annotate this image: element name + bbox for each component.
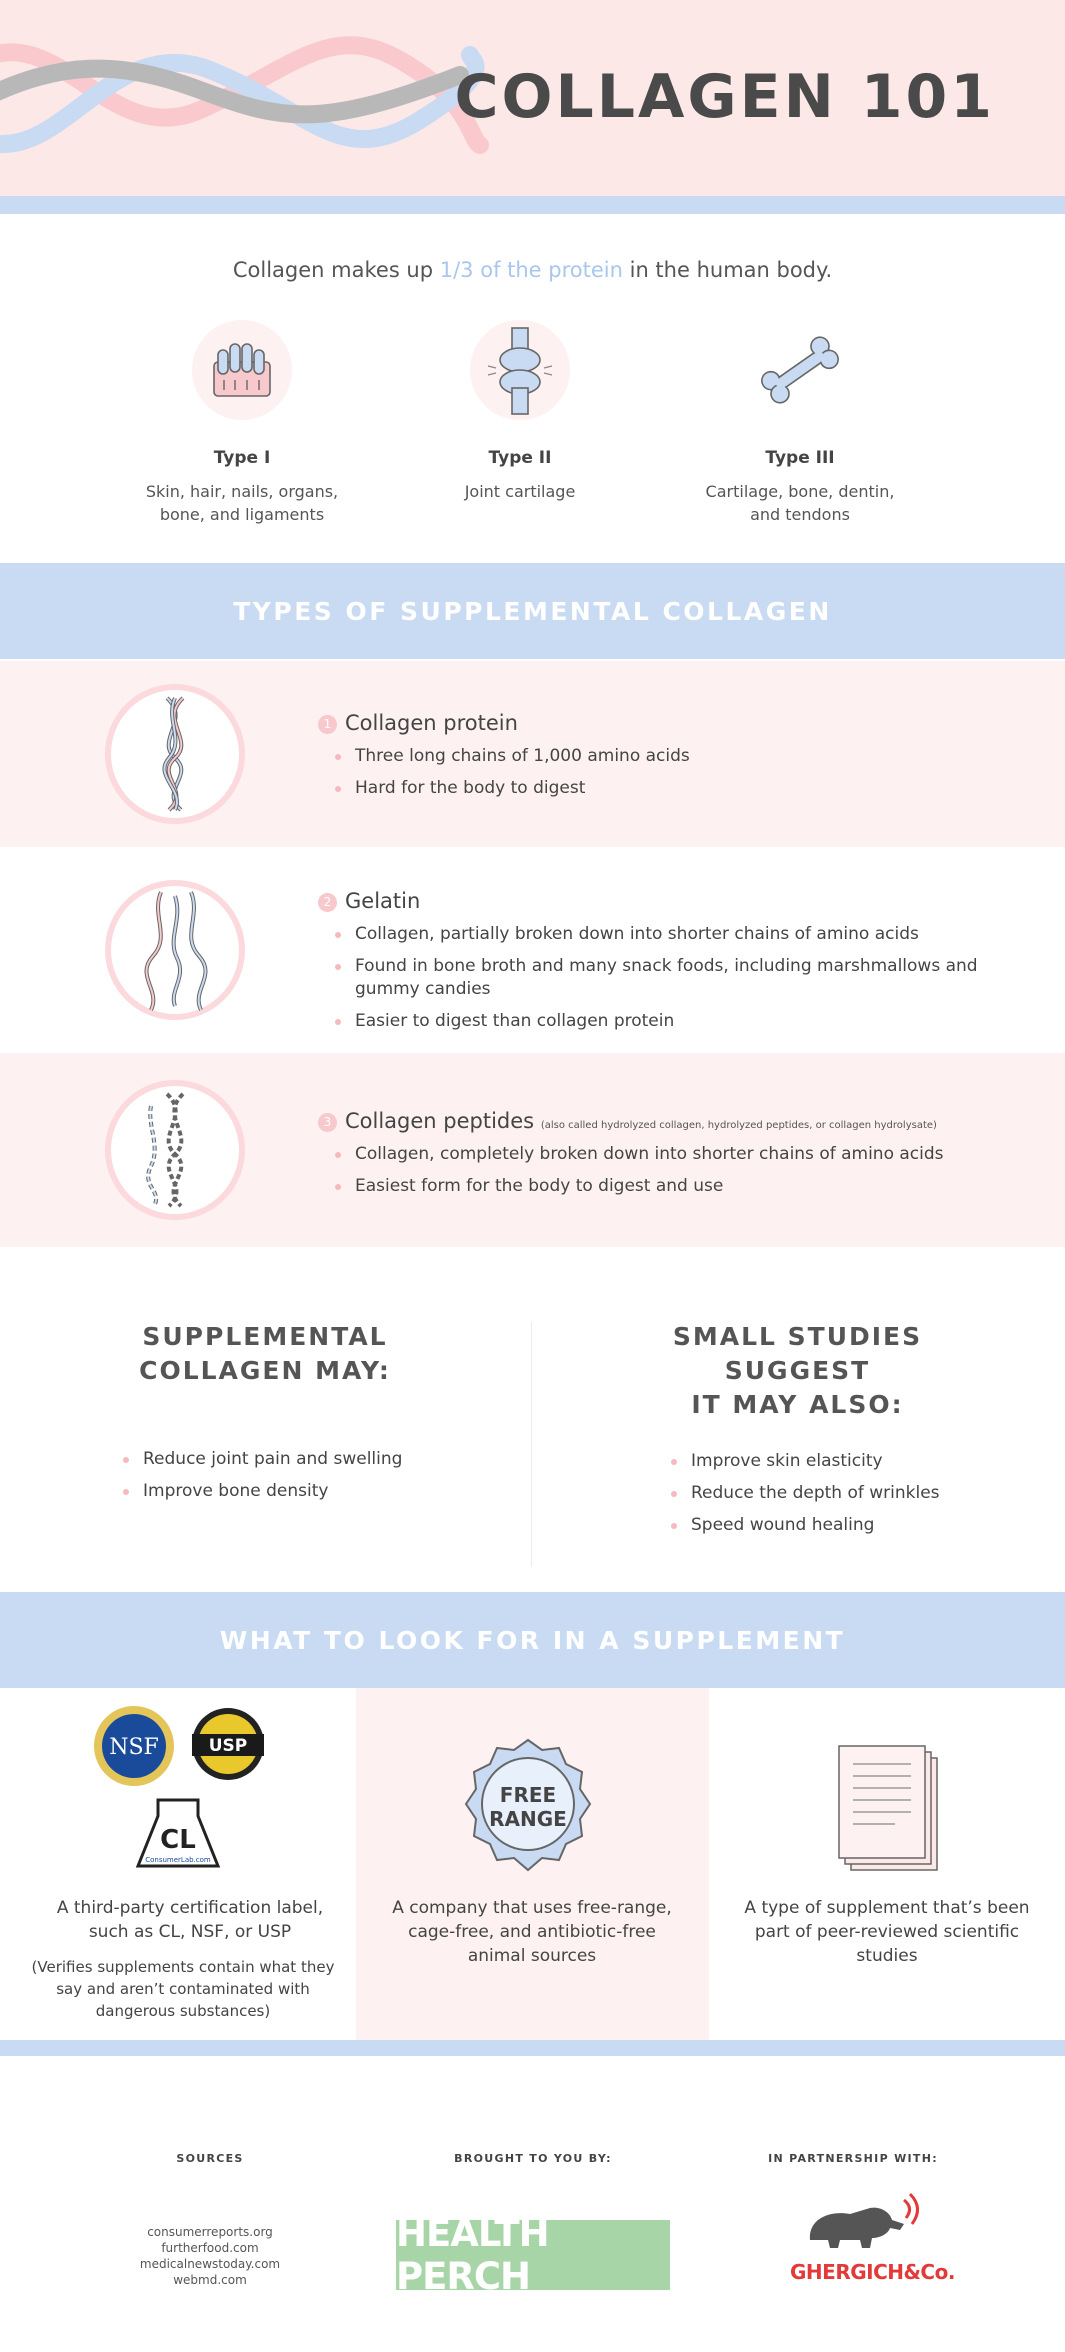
peer-reviewed-column	[709, 1688, 1065, 2040]
bullet-item: Found in bone broth and many snack foods, including marshmallows and gummy candies	[355, 955, 995, 1001]
bullet-item: Hard for the body to digest	[355, 777, 995, 800]
may-item: Reduce the depth of wrinkles	[691, 1483, 940, 1503]
type-ii-column	[400, 320, 640, 503]
triple-helix-icon	[105, 684, 245, 824]
joint-icon	[470, 320, 570, 420]
type-i-column	[122, 320, 362, 526]
bone-icon	[750, 320, 850, 420]
type-iii-column	[680, 320, 920, 526]
svg-text:NSF: NSF	[109, 1735, 159, 1760]
collagen-protein-row	[0, 661, 1065, 847]
svg-text:RANGE: RANGE	[489, 1807, 567, 1831]
section-band-supplemental	[0, 563, 1065, 659]
column-divider	[531, 1322, 532, 1567]
type-name: Type III	[765, 448, 835, 468]
bullet-item: Easier to digest than collagen protein	[355, 1010, 995, 1033]
broken-chains-icon	[105, 1080, 245, 1220]
svg-text:CL: CL	[160, 1825, 196, 1855]
partner-label: IN PARTNERSHIP WITH:	[768, 2152, 938, 2165]
document-stack-icon	[835, 1744, 945, 1884]
free-range-badge	[458, 1736, 598, 1876]
bullet-item: Collagen, completely broken down into shorter chains of amino acids	[355, 1143, 995, 1166]
section-title: TYPES OF SUPPLEMENTAL COLLAGEN	[233, 596, 832, 626]
heading-line: COLLAGEN MAY:	[139, 1356, 391, 1385]
sources-label: SOURCES	[176, 2152, 244, 2165]
partner-brand-name: GHERGICH&Co.	[790, 2260, 955, 2284]
step-number: 1	[318, 715, 337, 734]
health-perch-logo	[396, 2212, 670, 2298]
supplement-note: (also called hydrolyzed collagen, hydrolyzed peptides, or collagen hydrolysate)	[540, 1120, 937, 1131]
supplement-name: Gelatin	[345, 889, 421, 913]
certification-logos	[88, 1700, 278, 1880]
bullet-item: Three long chains of 1,000 amino acids	[355, 745, 995, 768]
hand-nails-icon	[192, 320, 292, 420]
type-desc: Skin, hair, nails, organs, bone, and ligaments	[145, 482, 339, 524]
separated-chains-icon	[105, 880, 245, 1020]
certification-column	[0, 1688, 356, 2040]
bullet-item: Collagen, partially broken down into shorter chains of amino acids	[355, 923, 995, 946]
usp-logo	[192, 1708, 264, 1780]
may-left-heading	[80, 1320, 450, 1388]
type-desc: Joint cartilage	[464, 482, 576, 501]
source-link[interactable]: consumerreports.org	[147, 2225, 273, 2239]
type-name: Type I	[213, 448, 271, 468]
supplement-title	[318, 711, 518, 735]
step-number: 2	[318, 893, 337, 912]
look-description: A type of supplement that’s been part of peer-reviewed scientific studies	[744, 1898, 1030, 1966]
page-title: COLLAGEN 101	[454, 62, 995, 132]
intro-after: in the human body.	[622, 258, 833, 282]
header-divider-band	[0, 196, 1065, 214]
section-title: WHAT TO LOOK FOR IN A SUPPLEMENT	[219, 1625, 846, 1655]
may-item: Reduce joint pain and swelling	[143, 1449, 403, 1469]
header	[0, 0, 1065, 196]
elephant-logo	[800, 2190, 930, 2260]
supplement-name: Collagen protein	[345, 711, 518, 735]
footer-divider-band	[0, 2040, 1065, 2056]
supplement-title	[318, 889, 420, 913]
may-item: Improve bone density	[143, 1481, 329, 1501]
look-subnote: (Verifies supplements contain what they say and aren’t contaminated with dangerous substances)	[31, 1958, 335, 2020]
look-description: A company that uses free-range, cage-free, and antibiotic-free animal sources	[392, 1898, 672, 1966]
brought-by-label: BROUGHT TO YOU BY:	[454, 2152, 612, 2165]
svg-text:ConsumerLab.com: ConsumerLab.com	[145, 1856, 211, 1864]
heading-line: IT MAY ALSO:	[691, 1390, 904, 1419]
may-item: Improve skin elasticity	[691, 1451, 883, 1471]
source-link[interactable]: medicalnewstoday.com	[139, 2257, 281, 2271]
intro-before: Collagen makes up	[232, 258, 440, 282]
gelatin-row	[0, 847, 1065, 1053]
collagen-peptides-row	[0, 1053, 1065, 1247]
section-band-look-for	[0, 1592, 1065, 1688]
bullet-item: Easiest form for the body to digest and use	[355, 1175, 995, 1198]
may-right-heading	[600, 1320, 995, 1422]
heading-line: SUPPLEMENTAL	[142, 1322, 388, 1351]
consumerlab-logo	[138, 1800, 218, 1866]
intro-text	[0, 258, 1065, 282]
source-link[interactable]: webmd.com	[173, 2273, 247, 2287]
supplement-name: Collagen peptides	[345, 1109, 535, 1133]
svg-text:USP: USP	[208, 1736, 248, 1756]
look-description: A third-party certification label, such as CL, NSF, or USP	[56, 1898, 324, 1942]
type-desc: Cartilage, bone, dentin, and tendons	[705, 482, 895, 524]
may-item: Speed wound healing	[691, 1515, 875, 1535]
heading-line: SMALL STUDIES SUGGEST	[672, 1322, 923, 1385]
collagen-helix-illustration	[0, 0, 520, 196]
source-link[interactable]: furtherfood.com	[161, 2241, 259, 2255]
step-number: 3	[318, 1113, 337, 1132]
type-name: Type II	[488, 448, 552, 468]
nsf-logo	[94, 1706, 174, 1786]
free-range-column	[356, 1688, 709, 2040]
intro-highlight: 1/3 of the protein	[439, 258, 623, 282]
brand-name: HEALTH PERCH	[396, 2212, 549, 2298]
svg-text:FREE: FREE	[499, 1783, 557, 1807]
supplement-title	[318, 1109, 937, 1133]
